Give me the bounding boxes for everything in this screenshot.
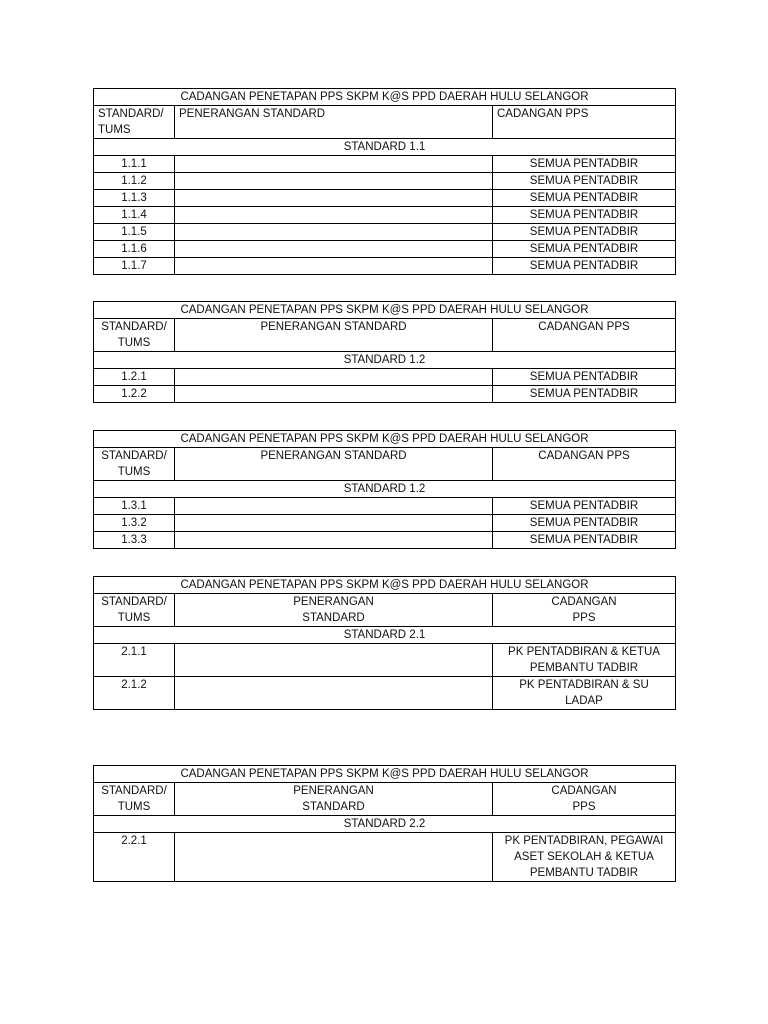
- row-description: [175, 224, 493, 241]
- header-penerangan-standard: PENERANGAN STANDARD: [175, 783, 493, 816]
- row-code: 1.2.2: [94, 386, 175, 403]
- header-cadangan-pps: CADANGAN PPS: [493, 594, 676, 627]
- table-row: [94, 532, 676, 549]
- header-cadangan-pps: CADANGAN PPS: [493, 783, 676, 816]
- row-cadangan-pps: SEMUA PENTADBIR: [493, 498, 676, 515]
- row-cadangan-pps: SEMUA PENTADBIR: [493, 386, 676, 403]
- row-code: 1.1.5: [94, 224, 175, 241]
- row-cadangan-pps: PK PENTADBIRAN, PEGAWAI ASET SEKOLAH & KETUA PEMBANTU TADBIR: [493, 833, 676, 882]
- row-description: [175, 644, 493, 677]
- header-standard-tums: STANDARD/ TUMS: [94, 448, 175, 481]
- table-row: [94, 156, 676, 173]
- table-title: CADANGAN PENETAPAN PPS SKPM K@S PPD DAERAH HULU SELANGOR: [94, 89, 676, 106]
- table-row: [94, 515, 676, 532]
- standard-label: STANDARD 2.2: [94, 816, 676, 833]
- header-penerangan-standard: PENERANGAN STANDARD: [175, 448, 493, 481]
- row-code: 1.1.3: [94, 190, 175, 207]
- row-code: 1.1.1: [94, 156, 175, 173]
- pps-table: [93, 301, 676, 403]
- row-description: [175, 498, 493, 515]
- row-cadangan-pps: SEMUA PENTADBIR: [493, 224, 676, 241]
- table-row: [94, 241, 676, 258]
- row-cadangan-pps: SEMUA PENTADBIR: [493, 532, 676, 549]
- table-row: [94, 833, 676, 882]
- row-cadangan-pps: PK PENTADBIRAN & SU LADAP: [493, 677, 676, 710]
- row-code: 1.1.2: [94, 173, 175, 190]
- standard-label: STANDARD 1.2: [94, 352, 676, 369]
- table-row: [94, 258, 676, 275]
- table-title: CADANGAN PENETAPAN PPS SKPM K@S PPD DAERAH HULU SELANGOR: [94, 766, 676, 783]
- table-row: [94, 190, 676, 207]
- row-description: [175, 833, 493, 882]
- pps-table: [93, 430, 676, 549]
- row-description: [175, 173, 493, 190]
- row-code: 1.2.1: [94, 369, 175, 386]
- row-description: [175, 515, 493, 532]
- header-cadangan-pps: CADANGAN PPS: [493, 448, 676, 481]
- header-cadangan-pps: CADANGAN PPS: [493, 106, 676, 139]
- pps-table: [93, 88, 676, 275]
- header-standard-tums: STANDARD/ TUMS: [94, 594, 175, 627]
- row-code: 1.3.1: [94, 498, 175, 515]
- row-cadangan-pps: SEMUA PENTADBIR: [493, 241, 676, 258]
- table-row: [94, 173, 676, 190]
- standard-label: STANDARD 1.2: [94, 481, 676, 498]
- row-description: [175, 386, 493, 403]
- row-cadangan-pps: SEMUA PENTADBIR: [493, 156, 676, 173]
- row-description: [175, 190, 493, 207]
- header-cadangan-pps: CADANGAN PPS: [493, 319, 676, 352]
- row-cadangan-pps: SEMUA PENTADBIR: [493, 190, 676, 207]
- row-description: [175, 207, 493, 224]
- row-description: [175, 156, 493, 173]
- standard-label: STANDARD 1.1: [94, 139, 676, 156]
- row-cadangan-pps: SEMUA PENTADBIR: [493, 258, 676, 275]
- header-penerangan-standard: PENERANGAN STANDARD: [175, 594, 493, 627]
- header-standard-tums: STANDARD/ TUMS: [94, 106, 175, 139]
- row-code: 2.2.1: [94, 833, 175, 882]
- row-code: 1.1.4: [94, 207, 175, 224]
- header-standard-tums: STANDARD/ TUMS: [94, 319, 175, 352]
- table-row: [94, 677, 676, 710]
- row-cadangan-pps: SEMUA PENTADBIR: [493, 207, 676, 224]
- row-cadangan-pps: SEMUA PENTADBIR: [493, 173, 676, 190]
- row-description: [175, 258, 493, 275]
- row-description: [175, 677, 493, 710]
- row-code: 1.3.2: [94, 515, 175, 532]
- row-code: 2.1.2: [94, 677, 175, 710]
- table-row: [94, 644, 676, 677]
- table-row: [94, 369, 676, 386]
- row-code: 1.3.3: [94, 532, 175, 549]
- table-row: [94, 207, 676, 224]
- row-cadangan-pps: SEMUA PENTADBIR: [493, 515, 676, 532]
- table-title: CADANGAN PENETAPAN PPS SKPM K@S PPD DAERAH HULU SELANGOR: [94, 302, 676, 319]
- pps-table: [93, 576, 676, 710]
- table-title: CADANGAN PENETAPAN PPS SKPM K@S PPD DAERAH HULU SELANGOR: [94, 577, 676, 594]
- table-row: [94, 224, 676, 241]
- row-code: 1.1.7: [94, 258, 175, 275]
- row-code: 1.1.6: [94, 241, 175, 258]
- row-cadangan-pps: PK PENTADBIRAN & KETUA PEMBANTU TADBIR: [493, 644, 676, 677]
- header-penerangan-standard: PENERANGAN STANDARD: [175, 106, 493, 139]
- header-penerangan-standard: PENERANGAN STANDARD: [175, 319, 493, 352]
- table-row: [94, 498, 676, 515]
- row-description: [175, 532, 493, 549]
- row-description: [175, 241, 493, 258]
- row-cadangan-pps: SEMUA PENTADBIR: [493, 369, 676, 386]
- table-row: [94, 386, 676, 403]
- header-standard-tums: STANDARD/ TUMS: [94, 783, 175, 816]
- standard-label: STANDARD 2.1: [94, 627, 676, 644]
- pps-table: [93, 765, 676, 882]
- table-title: CADANGAN PENETAPAN PPS SKPM K@S PPD DAERAH HULU SELANGOR: [94, 431, 676, 448]
- row-code: 2.1.1: [94, 644, 175, 677]
- row-description: [175, 369, 493, 386]
